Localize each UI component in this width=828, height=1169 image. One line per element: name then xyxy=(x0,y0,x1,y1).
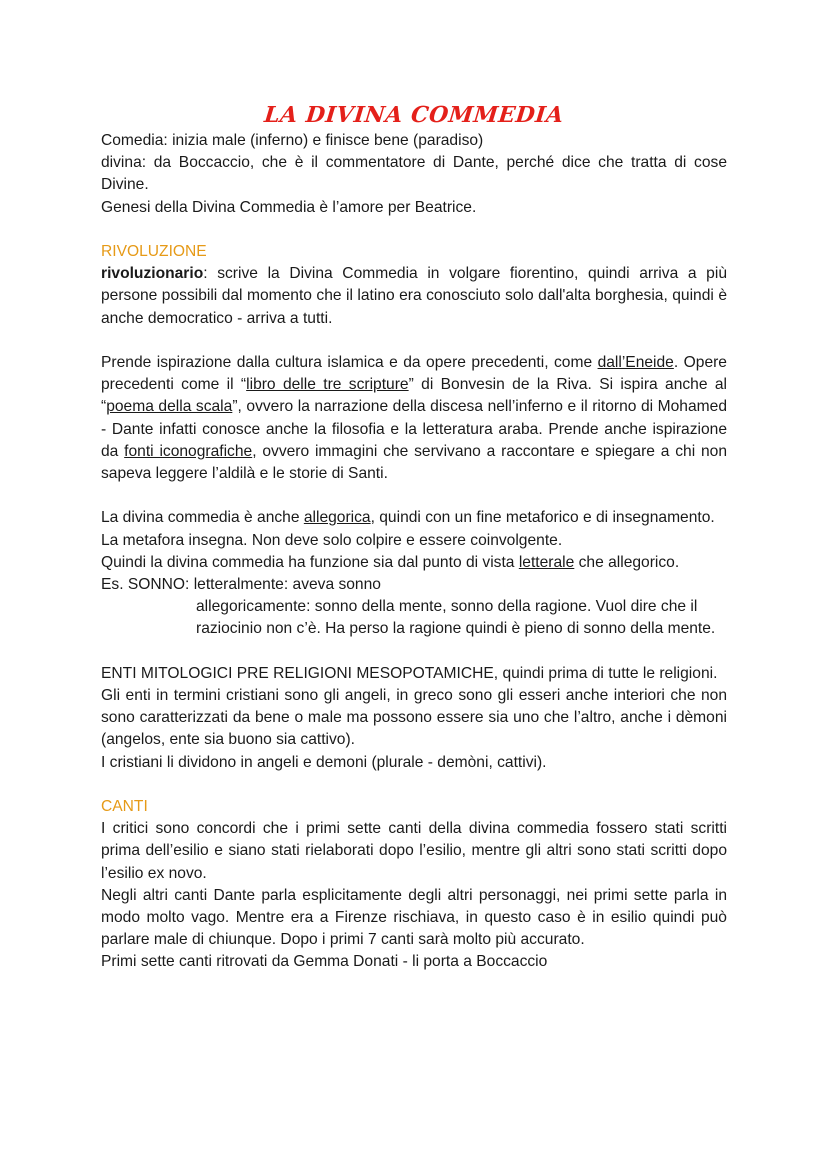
bold-term: rivoluzionario xyxy=(101,265,204,283)
text-run: che allegorico. xyxy=(574,553,680,571)
intro-line: Comedia: inizia male (inferno) e finisce bene (paradiso) xyxy=(101,132,484,149)
underlined-term: allegorica xyxy=(303,509,371,527)
text-run: Quindi la divina commedia ha funzione sia dal punto di vista xyxy=(101,553,519,571)
text-run: : scrive la Divina Commedia in volgare fiorentino, quindi arriva a più persone possibili dal momento che il latino era conosciuto solo dall'alta borghesia, quindi è anche democratico - arriva a tutti. xyxy=(101,265,727,327)
underlined-term: letterale xyxy=(518,553,575,571)
document-title: LA DIVINA COMMEDIA xyxy=(262,102,566,128)
section-heading: CANTI xyxy=(101,798,148,816)
underlined-term: poema della scala xyxy=(106,398,233,416)
paragraph xyxy=(101,552,727,574)
paragraph: Primi sette canti ritrovati da Gemma Donati - li porta a Boccaccio xyxy=(101,953,548,971)
intro-section xyxy=(101,130,727,219)
text-run: , quindi con un fine metaforico e di insegnamento. xyxy=(370,509,715,527)
spacer xyxy=(101,330,727,352)
paragraph: La metafora insegna. Non deve solo colpire e essere coinvolgente. xyxy=(101,531,563,549)
text-run: ”, ovvero la narrazione della discesa nell’inferno e il ritorno di Mohamed - Dante infatti conosce anche la filosofia e la letteratura araba. Prende anche ispirazione da xyxy=(101,398,727,460)
intro-line: Genesi della Divina Commedia è l’amore per Beatrice. xyxy=(101,198,477,216)
underlined-term: libro delle tre scripture xyxy=(246,376,409,394)
text-run: . Opere precedenti come il “ xyxy=(101,354,727,394)
spacer xyxy=(101,219,727,241)
example-indented: allegoricamente: sonno della mente, sonno della ragione. Vuol dire che il raziocinio non c’è. Ha perso la ragione quindi è pieno di sonno della mente. xyxy=(196,598,716,638)
rivoluzione-section xyxy=(101,241,727,641)
text-run: La divina commedia è anche xyxy=(101,509,304,527)
section-heading: RIVOLUZIONE xyxy=(101,243,207,260)
paragraph xyxy=(101,352,727,485)
underlined-term: fonti iconografiche xyxy=(124,442,253,460)
enti-section xyxy=(101,663,727,774)
paragraph: Gli enti in termini cristiani sono gli angeli, in greco sono gli esseri anche interiori che non sono caratterizzati da bene o male ma possono essere sia uno che l’altro, anche i dèmoni (angelos, ente sia buono sia cattivo). xyxy=(101,687,727,749)
text-run: Prende ispirazione dalla cultura islamica e da opere precedenti, come xyxy=(101,354,598,371)
paragraph xyxy=(101,507,727,529)
example-line: Es. SONNO: letteralmente: aveva sonno xyxy=(101,576,381,594)
paragraph: I cristiani li dividono in angeli e demoni (plurale - demòni, cattivi). xyxy=(101,753,547,771)
spacer xyxy=(101,641,727,663)
paragraph: ENTI MITOLOGICI PRE RELIGIONI MESOPOTAMICHE, quindi prima di tutte le religioni. xyxy=(101,664,718,682)
spacer xyxy=(101,774,727,796)
intro-line: divina: da Boccaccio, che è il commentatore di Dante, perché dice che tratta di cose Divine. xyxy=(101,154,727,194)
underlined-term: dall’Eneide xyxy=(597,354,674,371)
text-run: , ovvero immagini che servivano a raccontare e spiegare a chi non sapeva leggere l’aldilà e le storie di Santi. xyxy=(101,442,727,483)
document-page xyxy=(101,100,727,974)
text-run: ” di Bonvesin de la Riva. Si ispira anche al “ xyxy=(101,376,728,416)
spacer xyxy=(101,485,727,507)
canti-section xyxy=(101,796,727,974)
paragraph: Negli altri canti Dante parla esplicitamente degli altri personaggi, nei primi sette parla in modo molto vago. Mentre era a Firenze rischiava, in questo caso è in esilio quindi può parlare male di chiunque. Dopo i primi 7 canti sarà molto più accurato. xyxy=(101,886,727,949)
paragraph: I critici sono concordi che i primi sette canti della divina commedia fossero stati scritti prima dell’esilio e siano stati rielaborati dopo l’esilio, mentre gli altri sono stati scritti dopo l’esilio ex novo. xyxy=(101,820,727,882)
paragraph xyxy=(101,263,727,330)
